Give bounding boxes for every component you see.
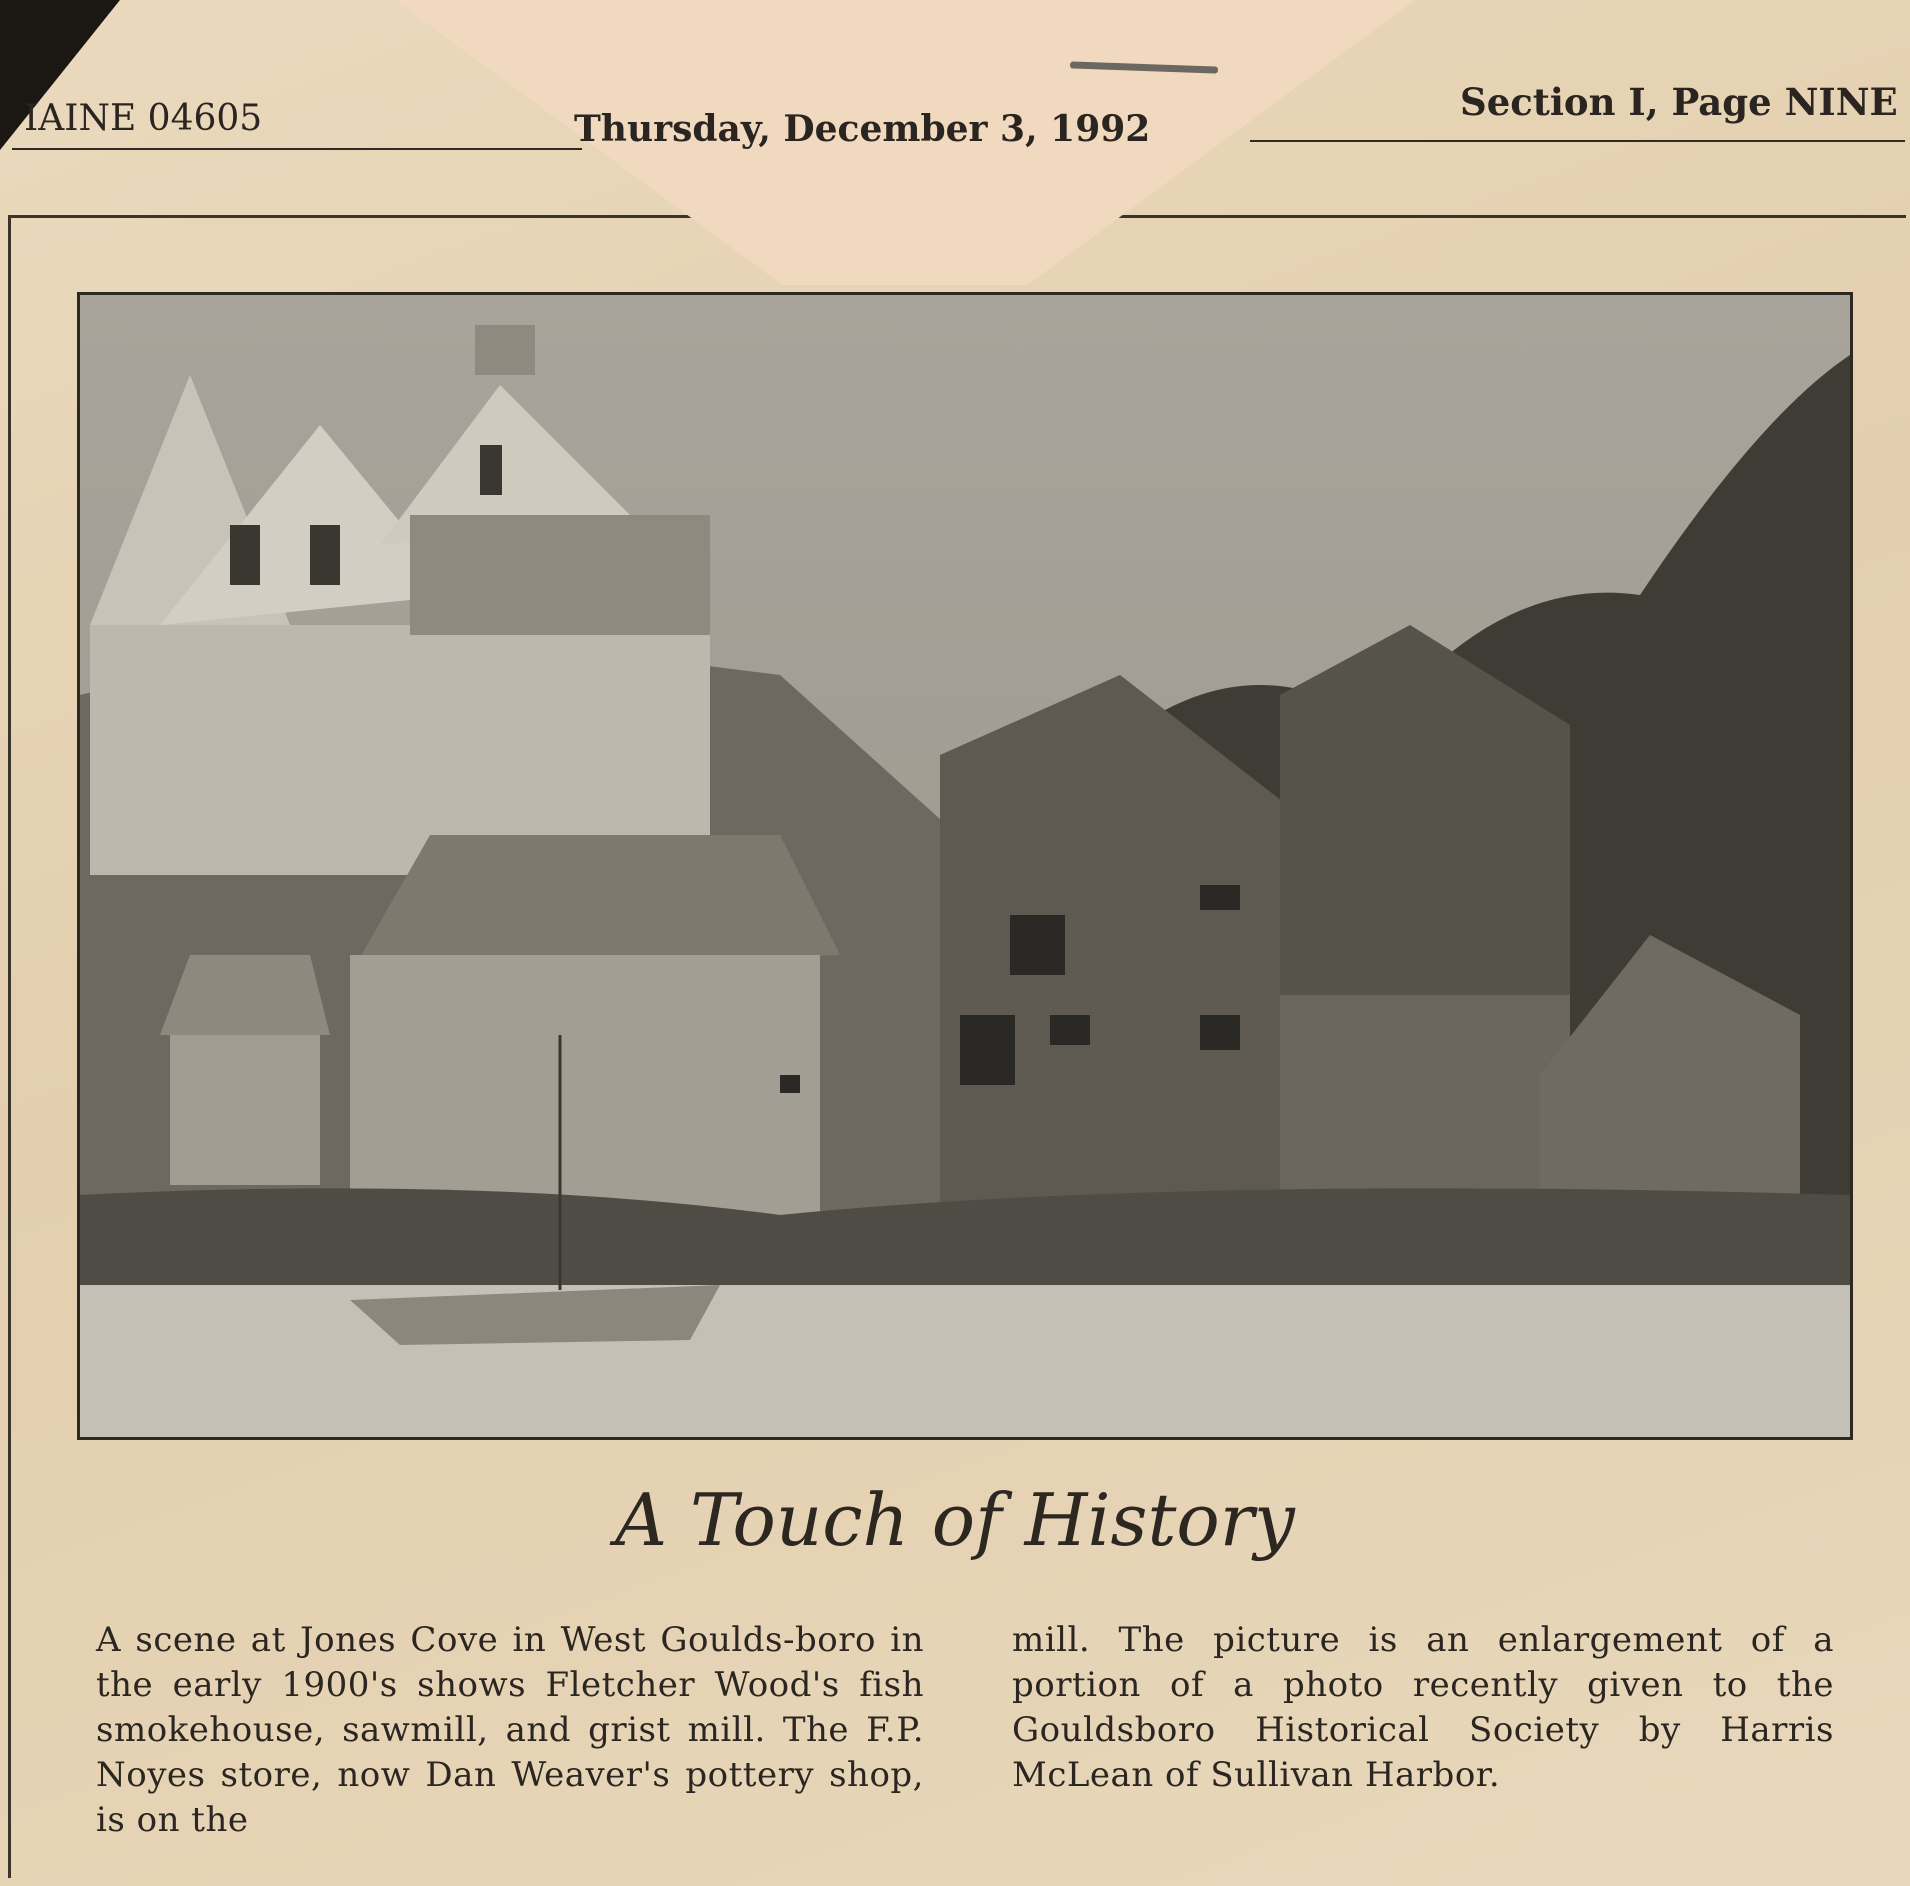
fish-smokehouse <box>350 835 840 1215</box>
header-rule-left <box>12 148 582 150</box>
caption-column-left: A scene at Jones Cove in West Goulds-boro in the early 1900's shows Fletcher Wood's fish smokehouse, sawmill, and grist mill. The F.P. Noyes store, now Dan Weaver's pottery shop, is on the <box>96 1620 924 1840</box>
small-shed <box>160 955 330 1185</box>
historic-photo <box>77 292 1853 1440</box>
header-date: Thursday, December 3, 1992 <box>574 108 1151 150</box>
caption-column-right: mill. The picture is an enlargement of a portion of a photo recently given to the Gouldsboro Historical Society by Harris McLean of Sullivan Harbor. <box>1012 1620 1834 1795</box>
water <box>80 1285 1850 1437</box>
photo-illustration <box>80 295 1850 1437</box>
shoreline <box>80 1188 1850 1295</box>
header-section: Section I, Page NINE <box>1460 80 1898 124</box>
header-location: IAINE 04605 <box>24 98 263 139</box>
header-rule-right <box>1250 140 1905 142</box>
caption-title: A Touch of History <box>615 1478 1295 1562</box>
